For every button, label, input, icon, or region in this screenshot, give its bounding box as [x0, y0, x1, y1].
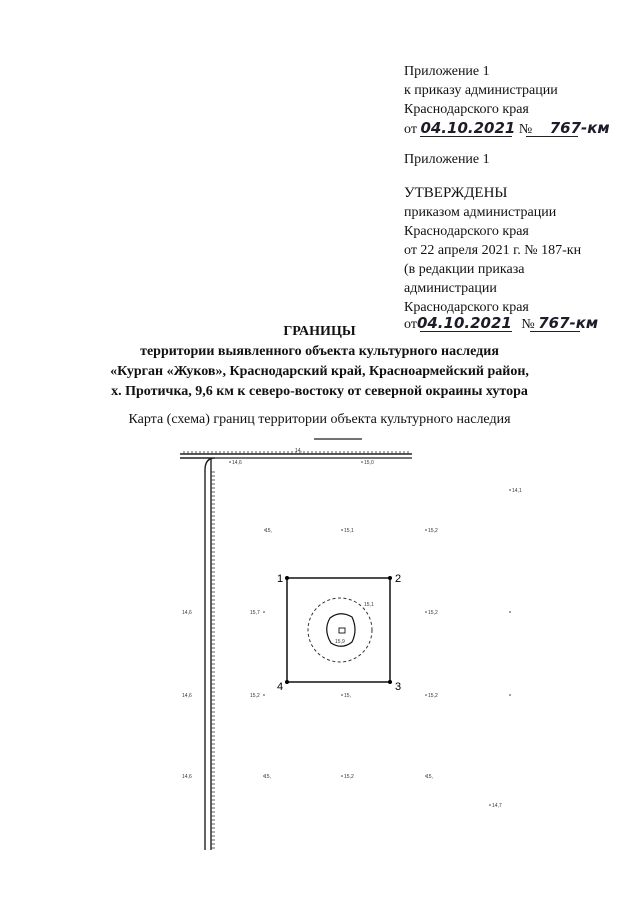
elevation-label: 15,1: [344, 528, 354, 534]
road-ticks: [184, 451, 408, 848]
corner-label: 4: [277, 681, 284, 693]
from-prefix: от: [404, 317, 417, 332]
mound-center-mark: [339, 628, 345, 633]
elevation-label: 14,1: [512, 488, 522, 494]
handwritten-date: 04.10.2021: [416, 314, 512, 332]
elevation-label: 15,: [264, 774, 271, 780]
title-line: территории выявленного объекта культурного наследия: [140, 344, 499, 359]
page-title: ГРАНИЦЫ: [283, 324, 356, 339]
elevation-label: 15,1: [364, 602, 374, 608]
approved-line: Краснодарского края: [404, 224, 529, 239]
approved-line: администрации: [404, 281, 497, 296]
elevation-label: 15,9: [335, 639, 345, 645]
elevation-label: 14,: [295, 448, 302, 454]
number-sign: №: [521, 317, 535, 332]
boundary-point: [285, 680, 289, 684]
approved-line: приказом администрации: [404, 205, 557, 220]
appendix-line: Краснодарского края: [404, 102, 529, 117]
title-line: «Курган «Жуков», Краснодарский край, Красноармейский район,: [110, 364, 529, 379]
boundary-point: [388, 576, 392, 580]
approved-line: от 22 апреля 2021 г. № 187-кн: [404, 243, 582, 258]
approved-line: Краснодарского края: [404, 300, 529, 315]
elevation-label: 14,6: [182, 610, 192, 616]
elevation-points: [229, 461, 511, 806]
title-line: х. Протичка, 9,6 км к северо-востоку от северной окраины хутора: [111, 384, 528, 399]
elevation-label: 15,: [426, 774, 433, 780]
appendix-line: к приказу администрации: [404, 83, 558, 98]
elevation-labels: [182, 448, 522, 809]
corner-label: 2: [395, 573, 402, 585]
elevation-label: 15,2: [344, 774, 354, 780]
handwritten-number: 767-км: [549, 119, 610, 137]
elevation-label: 15,7: [250, 610, 260, 616]
elevation-label: 15,2: [428, 693, 438, 699]
approved-heading: УТВЕРЖДЕНЫ: [404, 185, 508, 201]
approved-line: (в редакции приказа: [404, 262, 525, 277]
number-sign: №: [518, 122, 533, 137]
appendix-repeat: Приложение 1: [404, 152, 490, 167]
mound-outer-contour: [308, 598, 372, 662]
elevation-label: 14,6: [182, 774, 192, 780]
elevation-label: 15,: [344, 693, 351, 699]
from-prefix: от: [404, 122, 417, 137]
elevation-label: 15,0: [364, 460, 374, 466]
boundary-point: [388, 680, 392, 684]
elevation-label: 14,6: [232, 460, 242, 466]
appendix-line: Приложение 1: [404, 64, 490, 79]
corner-label: 1: [277, 573, 284, 585]
boundary-point: [285, 576, 289, 580]
elevation-label: 15,: [265, 528, 272, 534]
elevation-label: 15,2: [428, 528, 438, 534]
handwritten-date: 04.10.2021: [420, 119, 516, 137]
elevation-label: 15,2: [250, 693, 260, 699]
boundary-polygon: [287, 578, 390, 682]
map-caption: Карта (схема) границ территории объекта культурного наследия: [128, 412, 511, 427]
handwritten-number: 767-км: [538, 314, 599, 332]
elevation-label: 14,7: [492, 803, 502, 809]
elevation-label: 14,6: [182, 693, 192, 699]
corner-label: 3: [395, 681, 402, 693]
elevation-label: 15,2: [428, 610, 438, 616]
